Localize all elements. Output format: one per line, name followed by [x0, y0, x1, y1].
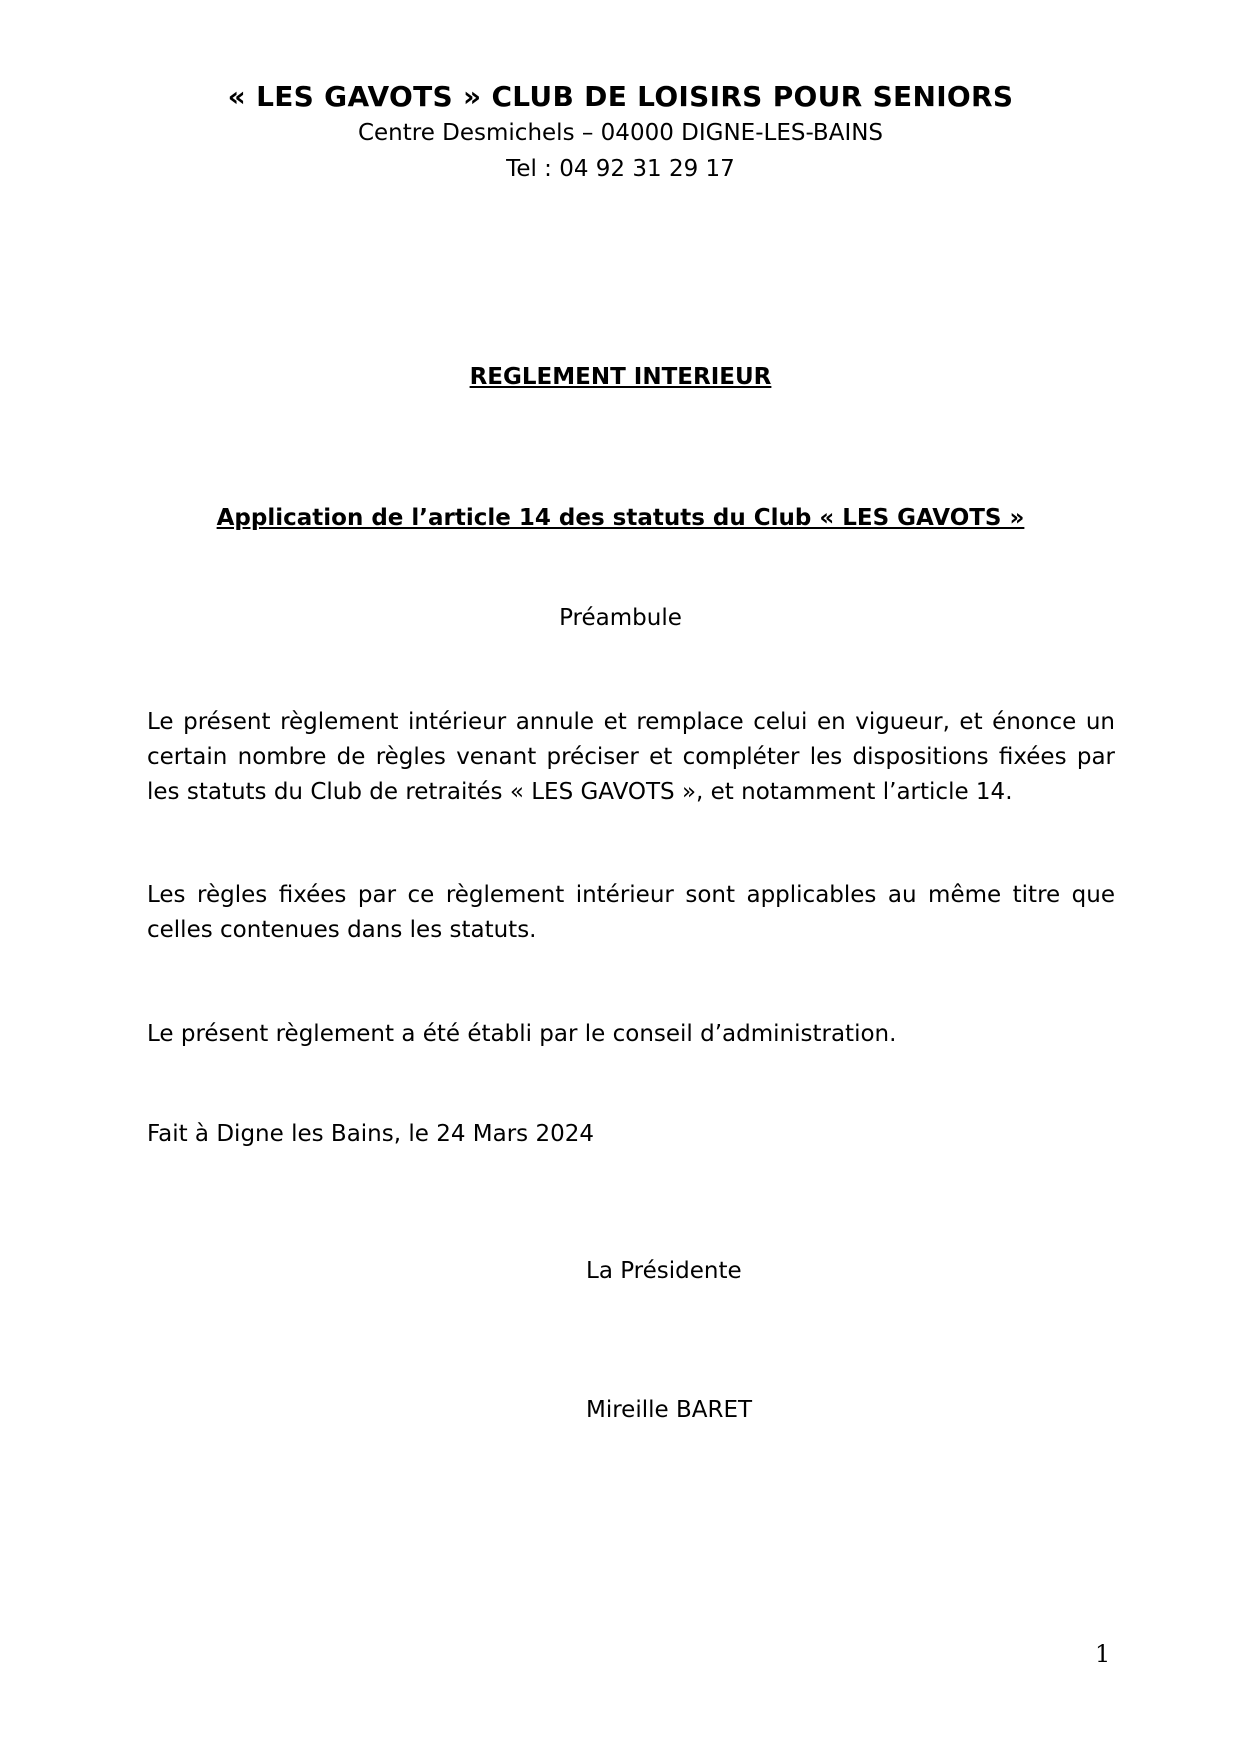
club-address: Centre Desmichels – 04000 DIGNE-LES-BAINS: [357, 120, 884, 146]
document-subtitle: Application de l’article 14 des statuts du Club « LES GAVOTS »: [216, 505, 1025, 531]
paragraph-established-by: Le présent règlement a été établi par le conseil d’administration.: [147, 1021, 897, 1047]
club-phone: Tel : 04 92 31 29 17: [506, 156, 735, 182]
paragraph-annulment: Le présent règlement intérieur annule et remplace celui en vigueur, et énonce un certain nombre de règles venant préciser et compléter les dispositions fixées par les statuts du Club de retraités « LES GAVOTS », et notamment l’article 14.: [147, 709, 1115, 805]
signatory-name: Mireille BARET: [586, 1397, 753, 1423]
signatory-role: La Présidente: [586, 1258, 742, 1284]
club-title: « LES GAVOTS » CLUB DE LOISIRS POUR SENIORS: [227, 80, 1014, 113]
place-and-date: Fait à Digne les Bains, le 24 Mars 2024: [147, 1121, 595, 1147]
page-number: 1: [1095, 1640, 1111, 1668]
document-title: REGLEMENT INTERIEUR: [469, 364, 772, 390]
paragraph-applicability: Les règles fixées par ce règlement intérieur sont applicables au même titre que celles contenues dans les statuts.: [147, 882, 1115, 943]
preamble-heading: Préambule: [559, 605, 682, 631]
